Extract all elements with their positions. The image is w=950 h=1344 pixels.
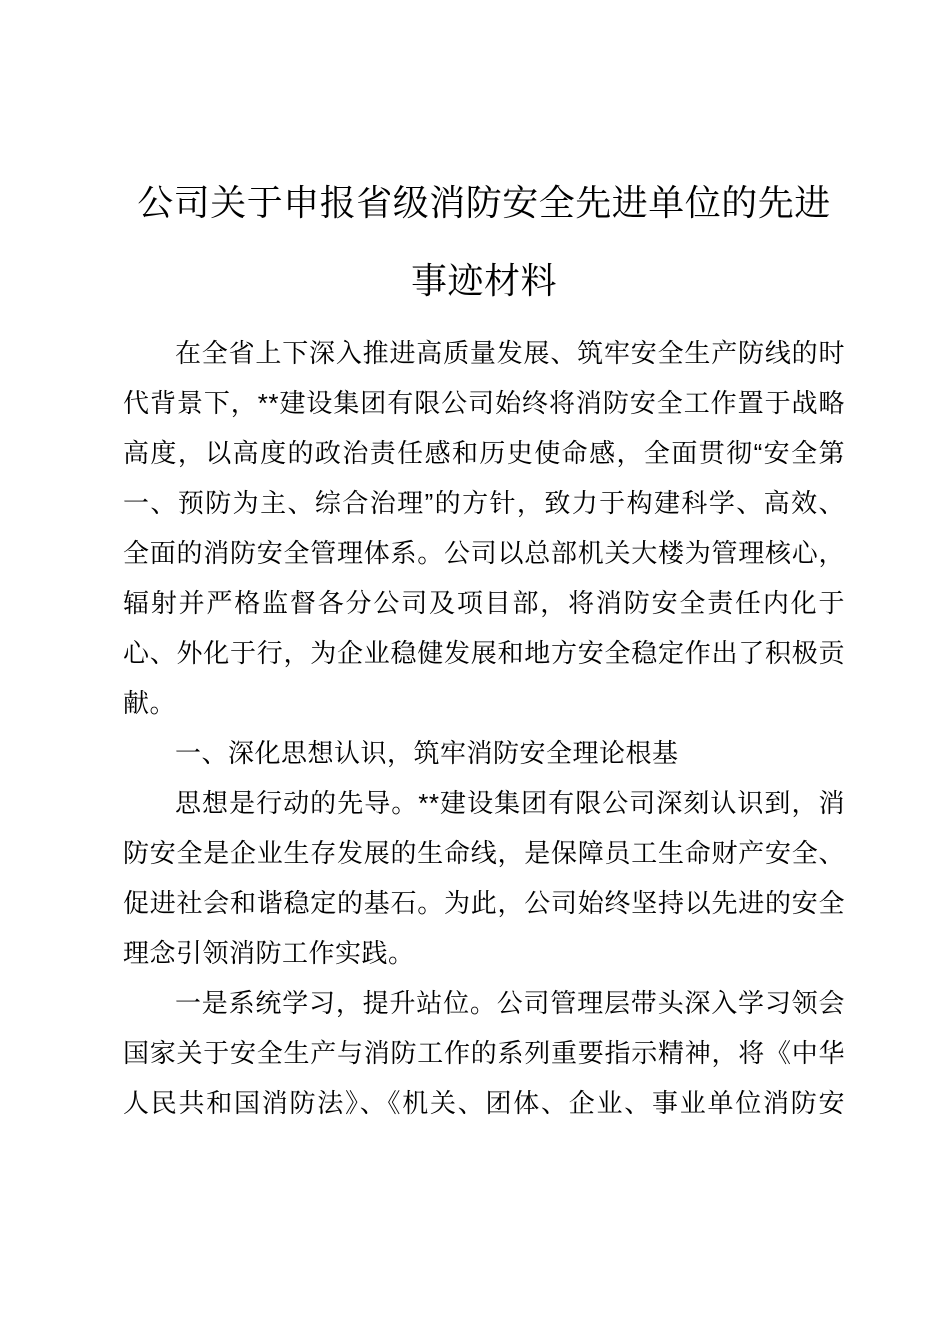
document-title-line: 公司关于申报省级消防安全先进单位的先进 <box>137 182 831 223</box>
section-heading: 一、深化思想认识，筑牢消防安全理论根基 <box>175 738 679 768</box>
body-text-line: 心、外化于行，为企业稳健发展和地方安全稳定作出了积极贡 <box>123 638 845 668</box>
body-text-line: 国家关于安全生产与消防工作的系列重要指示精神，将《中华 <box>123 1038 845 1068</box>
body-text-line: 献。 <box>123 688 177 718</box>
body-text-line: 在全省上下深入推进高质量发展、筑牢安全生产防线的时 <box>175 338 845 368</box>
body-text-line: 一、预防为主、综合治理”的方针，致力于构建科学、高效、 <box>123 488 845 518</box>
body-text-line: 高度，以高度的政治责任感和历史使命感，全面贯彻“安全第 <box>123 438 845 468</box>
body-text-line: 理念引领消防工作实践。 <box>123 938 415 968</box>
body-text-line: 促进社会和谐稳定的基石。为此，公司始终坚持以先进的安全 <box>123 888 845 918</box>
body-text-line: 防安全是企业生存发展的生命线，是保障员工生命财产安全、 <box>123 838 845 868</box>
body-text-line: 代背景下，**建设集团有限公司始终将消防安全工作置于战略 <box>123 388 845 418</box>
document-title <box>123 164 845 320</box>
document-body <box>123 328 845 1128</box>
document-content <box>123 164 845 1128</box>
body-text-line: 思想是行动的先导。**建设集团有限公司深刻认识到，消 <box>175 788 845 818</box>
body-text-line: 全面的消防安全管理体系。公司以总部机关大楼为管理核心， <box>123 538 845 568</box>
document-title-line: 事迹材料 <box>410 260 557 301</box>
body-text-line: 一是系统学习，提升站位。公司管理层带头深入学习领会 <box>175 988 845 1018</box>
body-text-line: 辐射并严格监督各分公司及项目部，将消防安全责任内化于 <box>123 588 845 618</box>
body-text-line: 人民共和国消防法》、《机关、团体、企业、事业单位消防安 <box>123 1088 845 1118</box>
